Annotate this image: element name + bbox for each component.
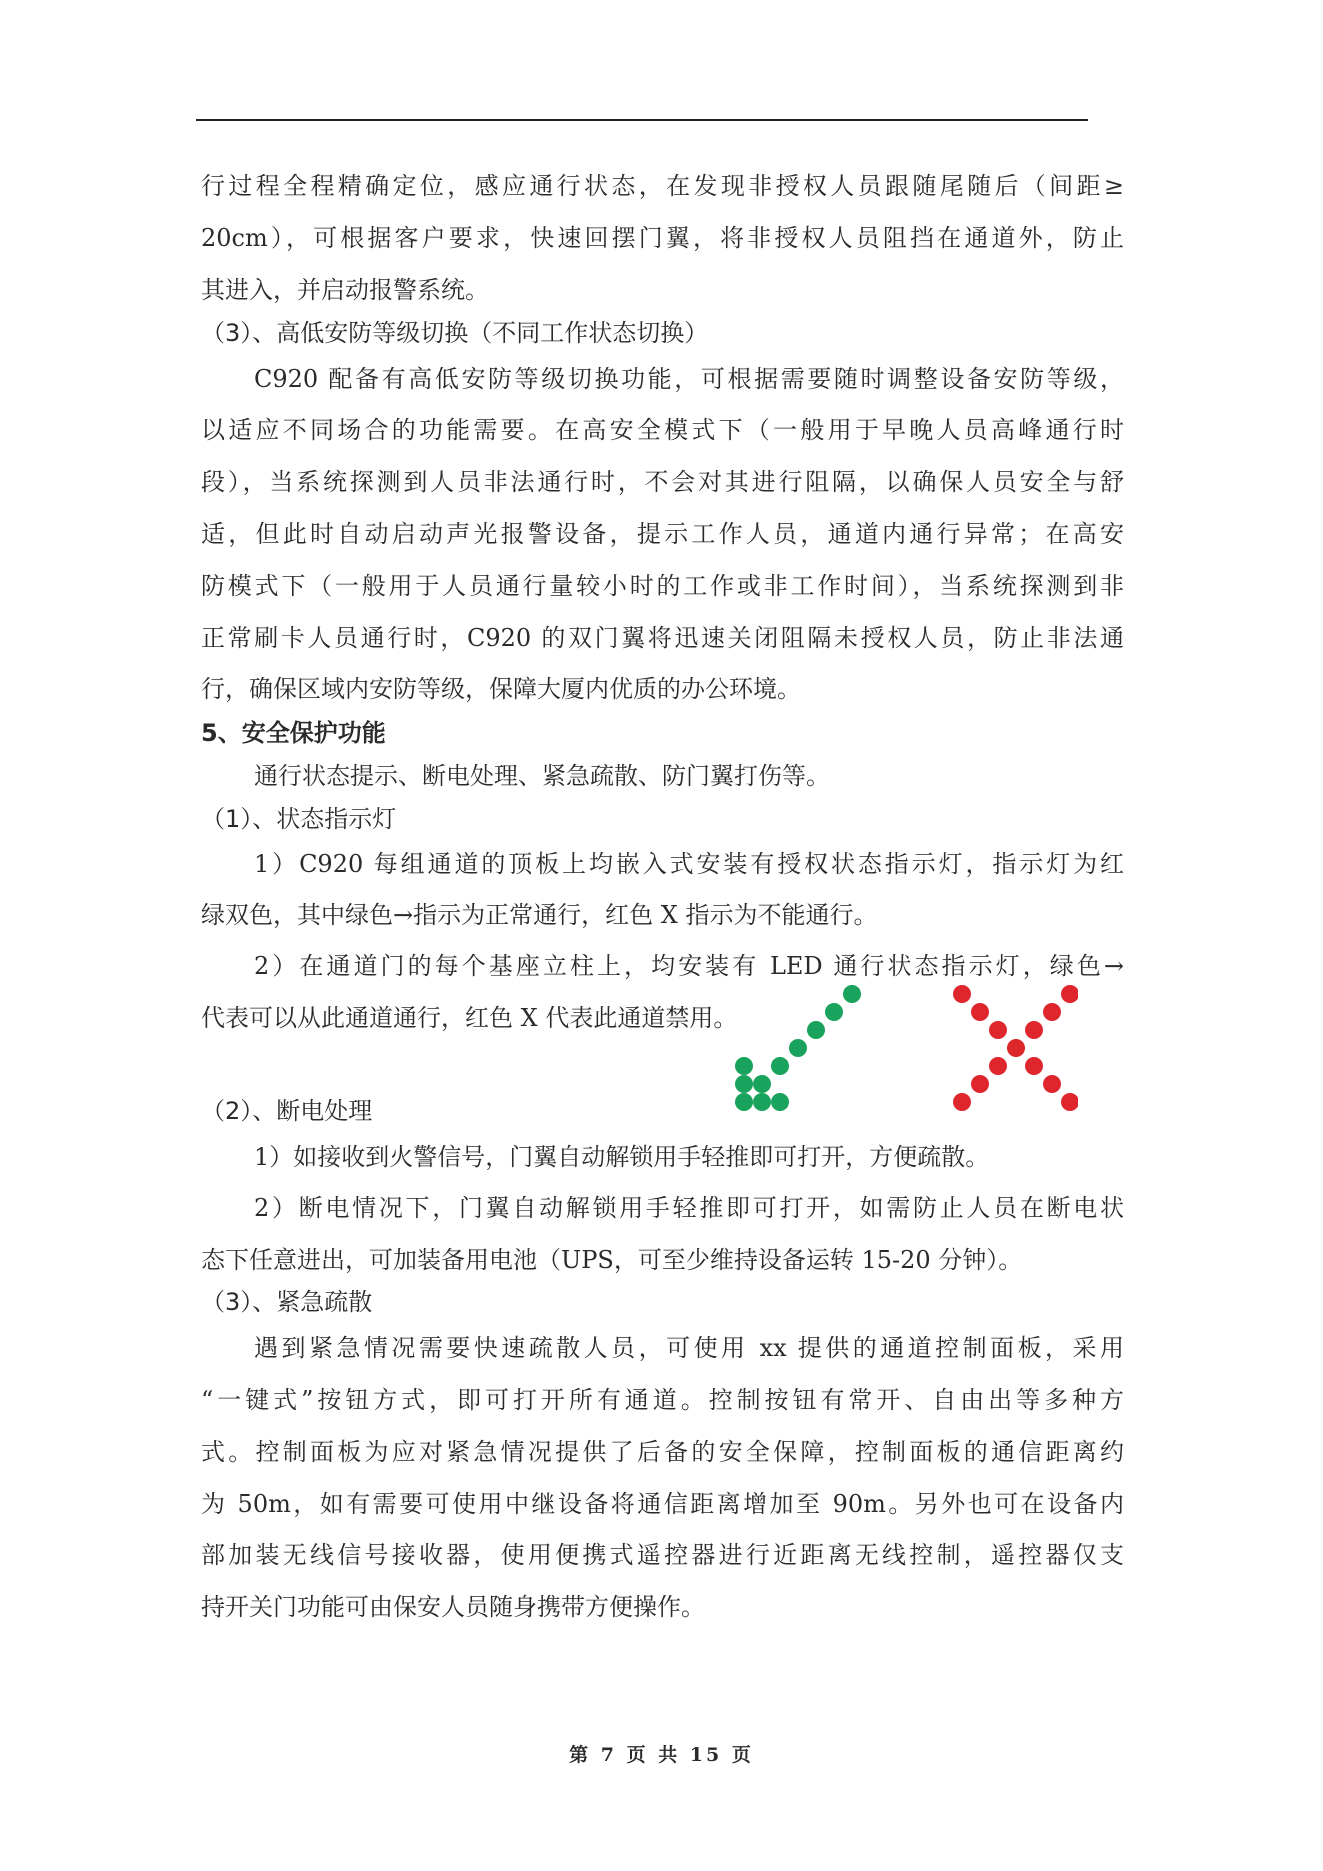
led-dot [1043, 1075, 1061, 1093]
body-line: 其进入，并启动报警系统。 [201, 276, 489, 304]
led-dot [1043, 1003, 1061, 1021]
section-heading: 5、安全保护功能 [201, 719, 386, 747]
led-dot [1025, 1057, 1043, 1075]
led-dot [789, 1039, 807, 1057]
led-dot [735, 1093, 753, 1111]
led-dot [953, 985, 971, 1003]
body-line: 式。控制面板为应对紧急情况提供了后备的安全保障，控制面板的通信距离约 [201, 1438, 1124, 1466]
led-dot [971, 1075, 989, 1093]
body-line: 段），当系统探测到人员非法通行时，不会对其进行阻隔，以确保人员安全与舒 [201, 468, 1124, 496]
body-line: 遇到紧急情况需要快速疏散人员，可使用 xx 提供的通道控制面板，采用 [254, 1334, 1124, 1362]
led-dot [771, 1093, 789, 1111]
led-dot [989, 1021, 1007, 1039]
led-dot [843, 985, 861, 1003]
body-line: 绿双色，其中绿色→指示为正常通行，红色 X 指示为不能通行。 [201, 901, 878, 929]
body-line: 代表可以从此通道通行，红色 X 代表此通道禁用。 [201, 1004, 738, 1032]
body-line: 2）在通道门的每个基座立柱上，均安装有 LED 通行状态指示灯，绿色→ [254, 952, 1124, 980]
body-line: 通行状态提示、断电处理、紧急疏散、防门翼打伤等。 [254, 762, 830, 790]
led-dot [753, 1093, 771, 1111]
led-dot [771, 1057, 789, 1075]
body-line: 1）如接收到火警信号，门翼自动解锁用手轻推即可打开，方便疏散。 [254, 1143, 990, 1171]
section-heading: （1）、状态指示灯 [201, 805, 397, 833]
red-x-led-icon [948, 980, 1078, 1115]
body-line: 行过程全程精确定位，感应通行状态，在发现非授权人员跟随尾随后（间距≥ [201, 172, 1124, 200]
led-dot [753, 1075, 771, 1093]
body-line: 1）C920 每组通道的顶板上均嵌入式安装有授权状态指示灯，指示灯为红 [254, 850, 1124, 878]
body-line: 2）断电情况下，门翼自动解锁用手轻推即可打开，如需防止人员在断电状 [254, 1194, 1124, 1222]
section-heading: （2）、断电处理 [201, 1097, 373, 1125]
led-dot [989, 1057, 1007, 1075]
led-dot [1007, 1039, 1025, 1057]
body-line: 态下任意进出，可加装备用电池（UPS，可至少维持设备运转 15-20 分钟）。 [201, 1246, 1023, 1274]
section-heading: （3）、紧急疏散 [201, 1288, 373, 1316]
body-line: 行，确保区域内安防等级，保障大厦内优质的办公环境。 [201, 675, 801, 703]
section-heading: （3）、高低安防等级切换（不同工作状态切换） [201, 319, 709, 347]
body-line: “一键式”按钮方式，即可打开所有通道。控制按钮有常开、自由出等多种方 [201, 1386, 1124, 1414]
body-line: 正常刷卡人员通行时，C920 的双门翼将迅速关闭阻隔未授权人员，防止非法通 [201, 624, 1124, 652]
body-line: 部加装无线信号接收器，使用便携式遥控器进行近距离无线控制，遥控器仅支 [201, 1541, 1124, 1569]
page-number: 第 7 页 共 15 页 [569, 1744, 754, 1766]
body-line: 以适应不同场合的功能需要。在高安全模式下（一般用于早晚人员高峰通行时 [201, 416, 1124, 444]
body-line: 20cm），可根据客户要求，快速回摆门翼，将非授权人员阻挡在通道外，防止 [201, 224, 1124, 252]
led-dot [1061, 1093, 1078, 1111]
led-dot [1025, 1021, 1043, 1039]
body-line: 持开关门功能可由保安人员随身携带方便操作。 [201, 1593, 705, 1621]
led-dot [1061, 985, 1078, 1003]
body-line: 为 50m，如有需要可使用中继设备将通信距离增加至 90m。另外也可在设备内 [201, 1490, 1124, 1518]
led-dot [971, 1003, 989, 1021]
body-line: 防模式下（一般用于人员通行量较小时的工作或非工作时间），当系统探测到非 [201, 572, 1124, 600]
led-dot [807, 1021, 825, 1039]
body-line: 适，但此时自动启动声光报警设备，提示工作人员，通道内通行异常；在高安 [201, 520, 1124, 548]
led-dot [735, 1057, 753, 1075]
body-line: C920 配备有高低安防等级切换功能，可根据需要随时调整设备安防等级， [254, 365, 1124, 393]
header-rule [196, 119, 1088, 121]
led-dot [735, 1075, 753, 1093]
led-dot [825, 1003, 843, 1021]
led-dot [953, 1093, 971, 1111]
green-arrow-led-icon [730, 980, 880, 1115]
